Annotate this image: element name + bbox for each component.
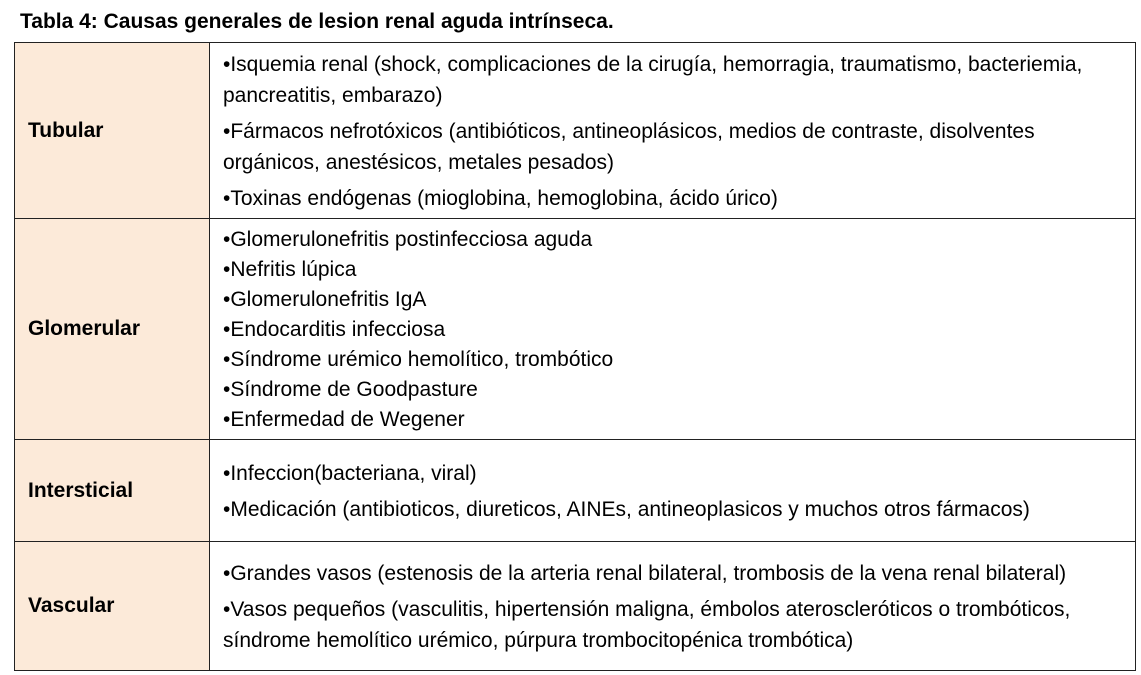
list-item: •Glomerulonefritis IgA	[223, 288, 427, 311]
category-cell: Tubular	[15, 43, 210, 219]
causes-cell	[210, 542, 1136, 671]
causes-cell	[210, 440, 1136, 542]
list-item: •Toxinas endógenas (mioglobina, hemoglobina, ácido úrico)	[223, 187, 778, 210]
table-title: Tabla 4: Causas generales de lesion renal aguda intrínseca.	[20, 10, 614, 33]
causes-cell	[210, 43, 1136, 219]
list-item: •Grandes vasos (estenosis de la arteria renal bilateral, trombosis de la vena renal bilateral)	[223, 562, 1067, 585]
category-cell: Glomerular	[15, 219, 210, 440]
list-item: •Endocarditis infecciosa	[223, 318, 446, 341]
list-item: •Síndrome de Goodpasture	[223, 378, 478, 401]
list-item: •Medicación (antibioticos, diureticos, AINEs, antineoplasicos y muchos otros fármacos)	[223, 498, 1030, 521]
table-row-vascular	[15, 542, 1136, 671]
table-row-glomerular	[15, 219, 1136, 440]
list-item: •Infeccion(bacteriana, viral)	[223, 462, 477, 485]
list-item: •Nefritis lúpica	[223, 258, 357, 281]
category-cell: Vascular	[15, 542, 210, 671]
causes-table	[14, 42, 1136, 671]
causes-cell	[210, 219, 1136, 440]
list-item: •Enfermedad de Wegener	[223, 408, 465, 431]
list-item: •Isquemia renal (shock, complicaciones de la cirugía, hemorragia, traumatismo, bacteriemia, pancreatitis, embarazo)	[223, 53, 1083, 107]
list-item: •Glomerulonefritis postinfecciosa aguda	[223, 228, 593, 251]
list-item: •Síndrome urémico hemolítico, trombótico	[223, 348, 614, 371]
list-item: •Vasos pequeños (vasculitis, hipertensión maligna, émbolos ateroscleróticos o trombóticos, síndrome hemolítico urémico, púrpura trombocitopénica trombótica)	[223, 598, 1071, 652]
list-item: •Fármacos nefrotóxicos (antibióticos, antineoplásicos, medios de contraste, disolventes orgánicos, anestésicos, metales pesados)	[223, 120, 1035, 174]
category-cell: Intersticial	[15, 440, 210, 542]
table-row-tubular	[15, 43, 1136, 219]
table-row-intersticial	[15, 440, 1136, 542]
